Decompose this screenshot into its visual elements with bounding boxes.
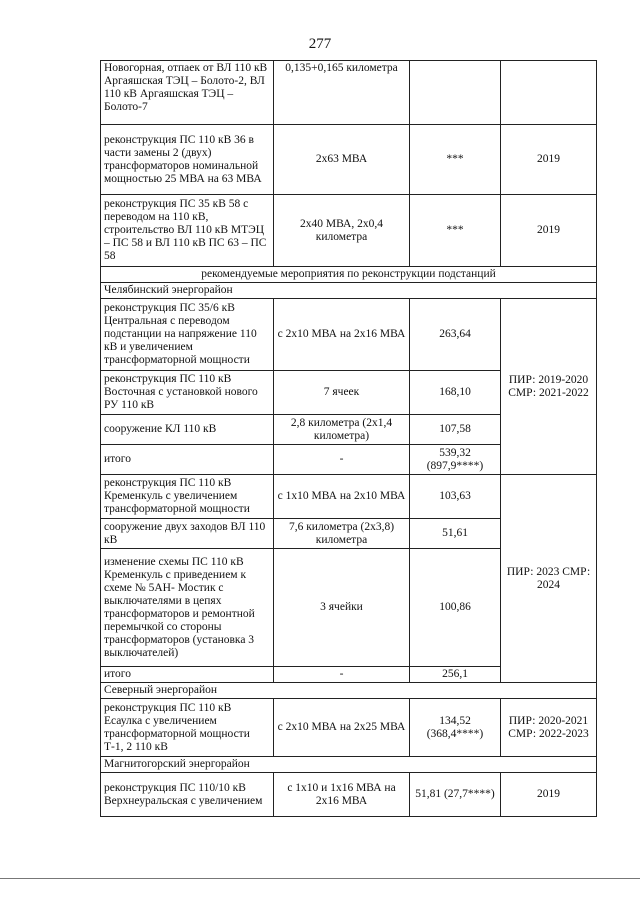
- term-cell: [501, 61, 597, 125]
- cost-cell: 103,63: [410, 475, 501, 519]
- cost-cell: 107,58: [410, 415, 501, 445]
- measure-cell: Новогорная, отпаек от ВЛ 110 кВ Аргаяшская ТЭЦ – Болото-2, ВЛ 110 кВ Аргаяшская ТЭЦ – Болото-7: [101, 61, 274, 125]
- cost-cell: [410, 61, 501, 125]
- table-row: [101, 267, 597, 283]
- parameter-cell: 2х40 МВА, 2х0,4 километра: [274, 195, 410, 267]
- page-bottom-rule: [0, 878, 640, 879]
- parameter-cell: с 2х10 МВА на 2х25 МВА: [274, 699, 410, 757]
- section-north: Северный энергорайон: [101, 683, 597, 699]
- cost-cell: 134,52 (368,4****): [410, 699, 501, 757]
- table-row: [101, 61, 597, 125]
- parameter-cell: с 1х10 и 1х16 МВА на 2х16 МВА: [274, 773, 410, 817]
- cost-cell: ***: [410, 195, 501, 267]
- table-row: [101, 699, 597, 757]
- measure-cell: реконструкция ПС 110 кВ Есаулка с увеличением трансформаторной мощности Т-1, 2 110 кВ: [101, 699, 274, 757]
- measure-cell: сооружение двух заходов ВЛ 110 кВ: [101, 519, 274, 549]
- parameter-cell: 7 ячеек: [274, 371, 410, 415]
- table-row: [101, 475, 597, 519]
- measure-cell: сооружение КЛ 110 кВ: [101, 415, 274, 445]
- total-label: итого: [101, 445, 274, 475]
- measure-cell: реконструкция ПС 35/6 кВ Центральная с переводом подстанции на напряжение 110 кВ и увеличением трансформаторной мощности: [101, 299, 274, 371]
- parameter-cell: с 2х10 МВА на 2х16 МВА: [274, 299, 410, 371]
- recommended-measures-heading: рекомендуемые мероприятия по реконструкции подстанций: [101, 267, 597, 283]
- total-cost: 256,1: [410, 667, 501, 683]
- term-cell: ПИР: 2023 СМР: 2024: [501, 475, 597, 683]
- table-row: [101, 773, 597, 817]
- measure-cell: реконструкция ПС 35 кВ 58 с переводом на 110 кВ, строительство ВЛ 110 кВ МТЭЦ – ПС 58 и ВЛ 110 кВ ПС 63 – ПС 58: [101, 195, 274, 267]
- cost-cell: 51,81 (27,7****): [410, 773, 501, 817]
- term-cell: 2019: [501, 773, 597, 817]
- measure-cell: реконструкция ПС 110 кВ 36 в части замены 2 (двух) трансформаторов номинальной мощностью 25 МВА на 63 МВА: [101, 125, 274, 195]
- parameter-cell: 2,8 километра (2х1,4 километра): [274, 415, 410, 445]
- cost-cell: 168,10: [410, 371, 501, 415]
- parameter-cell: 2х63 МВА: [274, 125, 410, 195]
- cost-cell: 51,61: [410, 519, 501, 549]
- page-number: 277: [308, 36, 332, 52]
- measure-cell: изменение схемы ПС 110 кВ Кременкуль с приведением к схеме № 5АН- Мостик с выключателями в цепях трансформаторов и ремонтной перемычкой со стороны трансформаторов (установка 3 выключателей): [101, 549, 274, 667]
- table-row: [101, 757, 597, 773]
- section-chelyabinsk: Челябинский энергорайон: [101, 283, 597, 299]
- table-row: [101, 195, 597, 267]
- parameter-cell: с 1х10 МВА на 2х10 МВА: [274, 475, 410, 519]
- term-cell: ПИР: 2020-2021 СМР: 2022-2023: [501, 699, 597, 757]
- table-row: [101, 283, 597, 299]
- total-cost: 539,32 (897,9****): [410, 445, 501, 475]
- cost-cell: 100,86: [410, 549, 501, 667]
- parameter-cell: 0,135+0,165 километра: [274, 61, 410, 125]
- parameter-cell: -: [274, 445, 410, 475]
- parameter-cell: 3 ячейки: [274, 549, 410, 667]
- measure-cell: реконструкция ПС 110 кВ Кременкуль с увеличением трансформаторной мощности: [101, 475, 274, 519]
- cost-cell: ***: [410, 125, 501, 195]
- term-cell: ПИР: 2019-2020 СМР: 2021-2022: [501, 299, 597, 475]
- term-cell: 2019: [501, 195, 597, 267]
- table-row: [101, 299, 597, 371]
- measures-table: [100, 60, 597, 817]
- table-row: [101, 683, 597, 699]
- parameter-cell: -: [274, 667, 410, 683]
- term-cell: 2019: [501, 125, 597, 195]
- parameter-cell: 7,6 километра (2х3,8) километра: [274, 519, 410, 549]
- measure-cell: реконструкция ПС 110 кВ Восточная с установкой нового РУ 110 кВ: [101, 371, 274, 415]
- measure-cell: реконструкция ПС 110/10 кВ Верхнеуральская с увеличением: [101, 773, 274, 817]
- total-label: итого: [101, 667, 274, 683]
- table-row: [101, 125, 597, 195]
- cost-cell: 263,64: [410, 299, 501, 371]
- section-magnitogorsk: Магнитогорский энергорайон: [101, 757, 597, 773]
